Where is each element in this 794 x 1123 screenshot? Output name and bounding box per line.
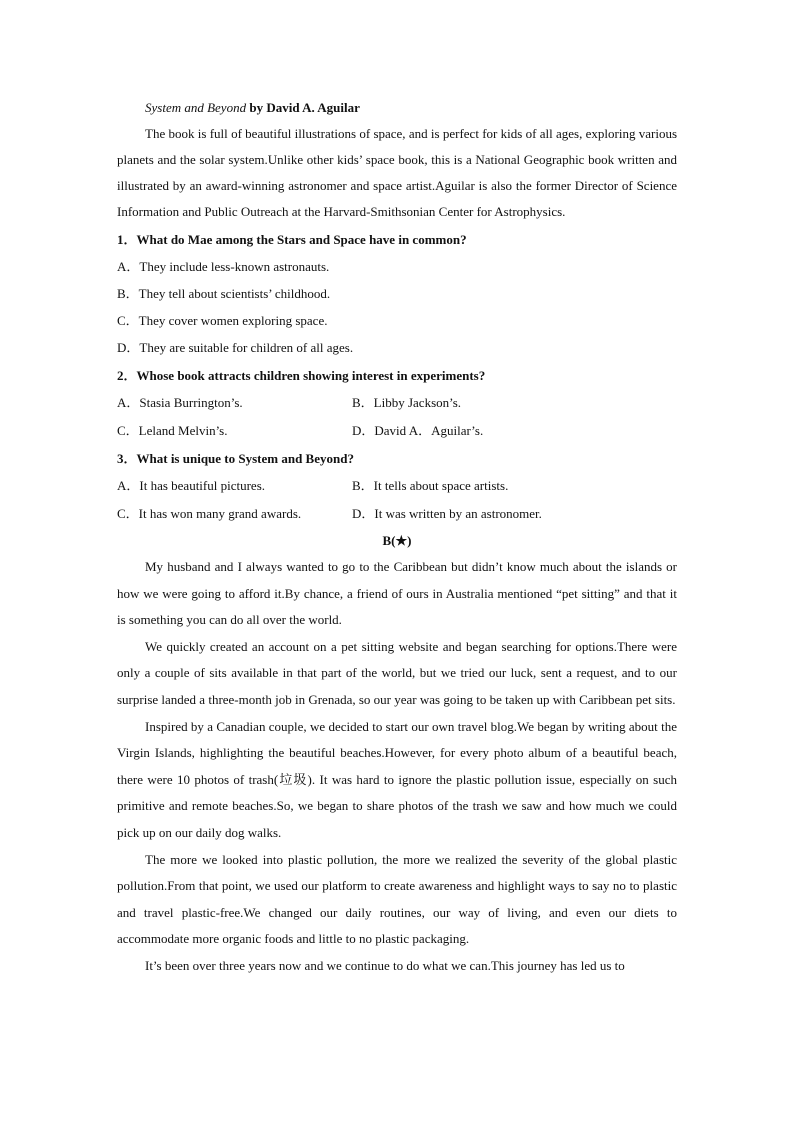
question-text: What do Mae among the Stars and Space have in common?	[136, 232, 467, 247]
section-b-title: B(★)	[382, 533, 412, 548]
question-stem	[117, 226, 677, 253]
question-stem	[117, 445, 677, 472]
book-author: by David A. Aguilar	[246, 100, 360, 115]
option-row	[117, 389, 677, 417]
option: B．Libby Jackson’s.	[352, 395, 462, 410]
document-page	[117, 95, 677, 980]
passage-paragraph: My husband and I always wanted to go to the Caribbean but didn’t know much about the islands or how we were going to afford it.By chance, a friend of ours in Australia mentioned “pet sitting” and that it is something you can do all over the world.	[117, 559, 677, 628]
question-text: Whose book attracts children showing interest in experiments?	[136, 368, 486, 383]
question-text: What is unique to System and Beyond?	[136, 451, 354, 466]
option: D．David A．Aguilar’s.	[352, 422, 484, 438]
option-row	[117, 417, 677, 445]
option: B．It tells about space artists.	[352, 478, 509, 493]
passage-paragraph: The more we looked into plastic pollution, the more we realized the severity of the global plastic pollution.From that point, we used our platform to create awareness and highlight ways to say no to plastic and travel plastic-free.We changed our daily routines, our way of living, and even our diets to accommodate more organic foods and little to no plastic packaging.	[117, 851, 677, 947]
option-row	[117, 500, 677, 528]
passage-paragraph: Inspired by a Canadian couple, we decided to start our own travel blog.We began by writing about the Virgin Islands, highlighting the beautiful beaches.However, for every photo album of a beautiful beach, there were 10 photos of trash(垃圾). It was hard to ignore the plastic pollution issue, especially on such primitive and remote beaches.So, we began to share photos of the trash we saw and how much we could pick up on our daily dog walks.	[117, 718, 677, 840]
option: D．They are suitable for children of all ages.	[117, 340, 354, 355]
question-3	[117, 445, 677, 527]
option: A．Stasia Burrington’s.	[117, 395, 243, 410]
option-row	[117, 472, 677, 500]
book-heading	[117, 95, 677, 121]
option: D．It was written by an astronomer.	[352, 505, 542, 521]
book-title: System and Beyond	[145, 100, 247, 115]
option: A．They include less-known astronauts.	[117, 259, 330, 274]
option: C．They cover women exploring space.	[117, 313, 328, 328]
question-1	[117, 226, 677, 361]
option: A．It has beautiful pictures.	[117, 478, 266, 493]
question-number: 1．	[117, 232, 137, 247]
question-stem	[117, 362, 677, 389]
question-number: 2．	[117, 368, 137, 383]
option: C．It has won many grand awards.	[117, 505, 302, 521]
passage-paragraph: We quickly created an account on a pet sitting website and began searching for options.There were only a couple of sits available in that part of the world, but we tried our luck, sent a request, and to our surprise landed a three-month job in Grenada, so our year was going to be taken up with Caribbean pet sits.	[117, 638, 677, 707]
question-number: 3．	[117, 451, 137, 466]
option: B．They tell about scientists’ childhood.	[117, 286, 331, 301]
question-2	[117, 362, 677, 444]
passage-paragraph: It’s been over three years now and we continue to do what we can.This journey has led us to	[145, 957, 625, 973]
option: C．Leland Melvin’s.	[117, 422, 228, 438]
book-description: The book is full of beautiful illustrations of space, and is perfect for kids of all ages, exploring various planets and the solar system.Unlike other kids’ space book, this is a National Geographic book written and illustrated by an award-winning astronomer and space artist.Aguilar is also the former Director of Science Information and Public Outreach at the Harvard-Smithsonian Center for Astrophysics.	[117, 126, 677, 219]
